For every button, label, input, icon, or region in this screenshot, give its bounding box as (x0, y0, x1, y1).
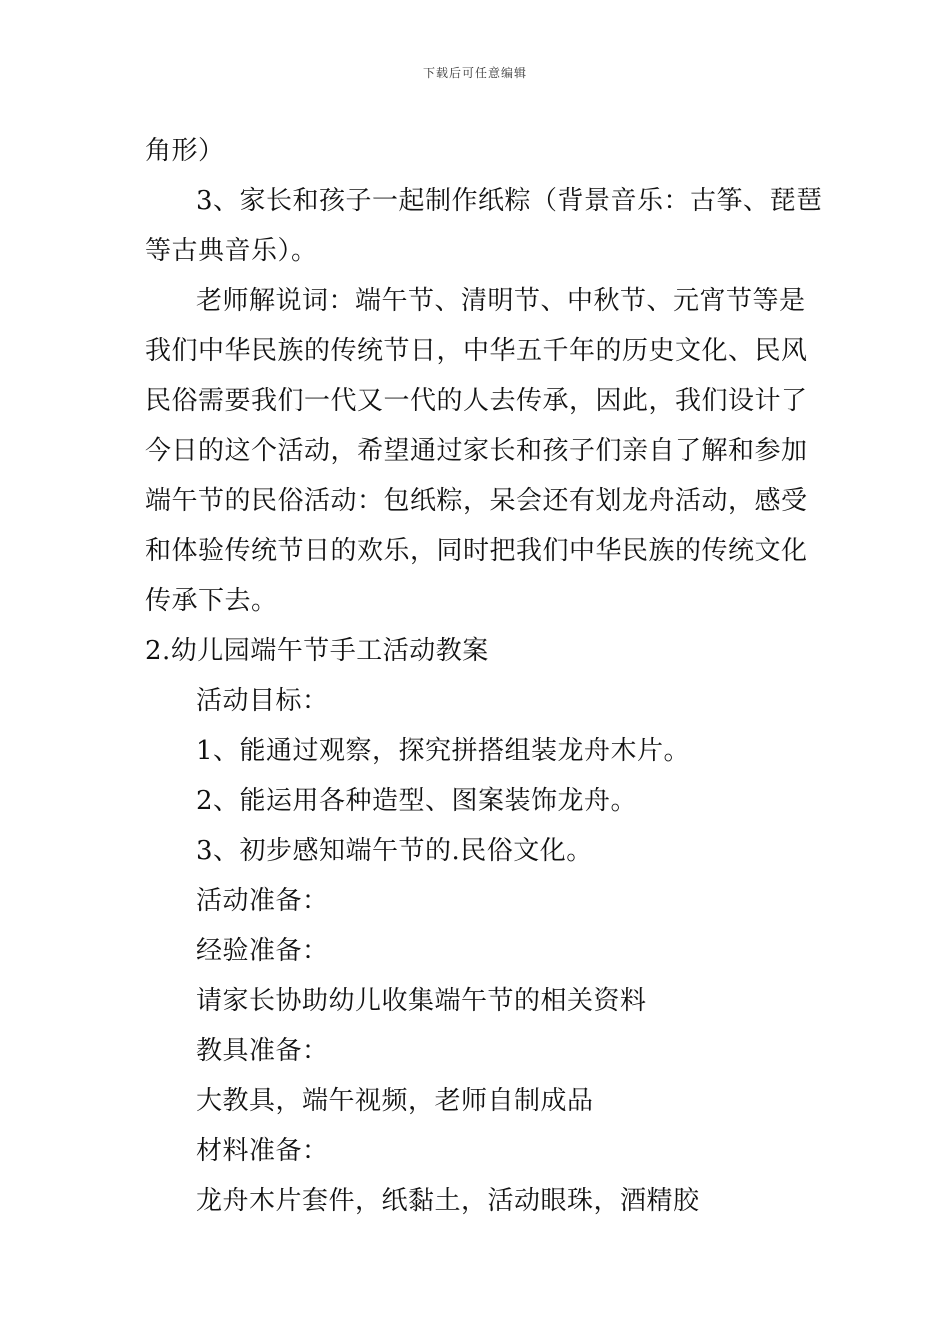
goal-item-3: 3、初步感知端午节的.民俗文化。 (196, 836, 593, 866)
text-line: 和体验传统节日的欢乐，同时把我们中华民族的传统文化 (145, 536, 808, 566)
materials-text: 龙舟木片套件，纸黏土，活动眼珠，酒精胶 (196, 1186, 700, 1216)
text-line: 传承下去。 (145, 586, 278, 616)
text-line-teacher-narration: 老师解说词：端午节、清明节、中秋节、元宵节等是 (196, 286, 806, 316)
text-line: 端午节的民俗活动：包纸粽，呆会还有划龙舟活动，感受 (145, 486, 808, 516)
goal-item-2: 2、能运用各种造型、图案装饰龙舟。 (196, 786, 638, 816)
text-line: 我们中华民族的传统节日，中华五千年的历史文化、民风 (145, 336, 808, 366)
subheading-teaching-aids: 教具准备： (196, 1036, 329, 1066)
text-line-continuation: 角形） (145, 136, 225, 166)
text-line: 今日的这个活动，希望通过家长和孩子们亲自了解和参加 (145, 436, 808, 466)
section-heading: 2.幼儿园端午节手工活动教案 (145, 636, 489, 666)
text-line-step-3: 3、家长和孩子一起制作纸粽（背景音乐：古筝、琵琶 (196, 186, 823, 216)
subheading-materials: 材料准备： (196, 1136, 329, 1166)
subheading-experience-prep: 经验准备： (196, 936, 329, 966)
page-header: 下载后可任意编辑 (422, 66, 527, 80)
teaching-aids-text: 大教具，端午视频，老师自制成品 (196, 1086, 594, 1116)
text-line: 民俗需要我们一代又一代的人去传承，因此，我们设计了 (145, 386, 808, 416)
goal-item-1: 1、能通过观察，探究拼搭组装龙舟木片。 (196, 736, 691, 766)
subheading-activity-goals: 活动目标： (196, 686, 329, 716)
document-body (145, 126, 823, 1226)
text-line: 等古典音乐）。 (145, 236, 318, 266)
subheading-activity-prep: 活动准备： (196, 886, 329, 916)
experience-prep-text: 请家长协助幼儿收集端午节的相关资料 (196, 986, 647, 1016)
